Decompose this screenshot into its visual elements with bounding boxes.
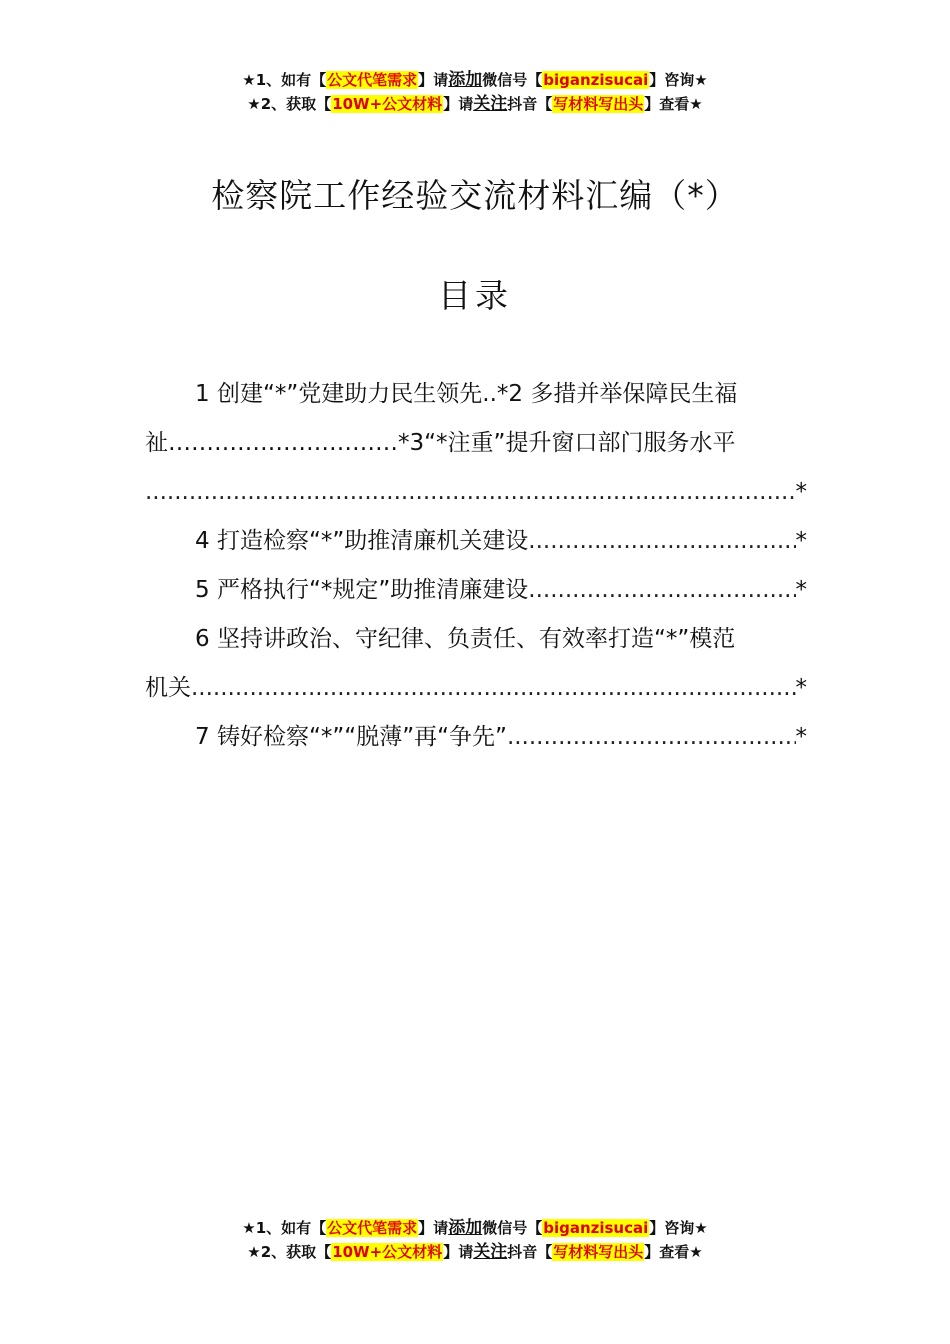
page-number: * bbox=[795, 528, 807, 554]
toc-line[interactable]: 6 坚持讲政治、守纪律、负责任、有效率打造“*”模范 bbox=[195, 626, 736, 652]
highlight-ghostwriting: 公文代笔需求 bbox=[327, 71, 418, 89]
page-number: * bbox=[795, 724, 807, 750]
page-number: * bbox=[795, 479, 807, 505]
toc-line[interactable] bbox=[145, 468, 807, 517]
promo-line-1: ★1、如有【公文代笔需求】请添加微信号【biganzisucai】咨询★ bbox=[242, 70, 708, 90]
toc-line[interactable]: 7 铸好检察“*”“脱薄”再“争先” ..... * bbox=[145, 713, 807, 762]
toc-line[interactable]: 5 严格执行“*规定”助推清廉建设 ..... * bbox=[145, 566, 807, 615]
page-number: * bbox=[795, 675, 807, 701]
dot-leader bbox=[507, 713, 796, 762]
toc-line[interactable]: 1 创建“*”党建助力民生领先..*2 多措并举保障民生福 bbox=[195, 381, 738, 407]
promo-banner-top bbox=[0, 68, 950, 116]
promo-line-2: ★2、获取【10W+公文材料】请关注抖音【写材料写出头】查看★ bbox=[247, 1242, 703, 1262]
promo-line-1: ★1、如有【公文代笔需求】请添加微信号【biganzisucai】咨询★ bbox=[242, 1218, 708, 1238]
highlight-materials: 10W+公文材料 bbox=[332, 95, 443, 113]
highlight-wechat-id: biganzisucai bbox=[543, 1219, 649, 1237]
promo-banner-bottom bbox=[0, 1216, 950, 1264]
dot-leader bbox=[191, 664, 796, 713]
document-title: 检察院工作经验交流材料汇编（*） bbox=[211, 176, 739, 215]
highlight-douyin: 写材料写出头 bbox=[553, 95, 644, 113]
page-number: * bbox=[795, 577, 807, 603]
dot-leader bbox=[528, 566, 795, 615]
toc-line[interactable]: 4 打造检察“*”助推清廉机关建设 ..... * bbox=[145, 517, 807, 566]
highlight-douyin: 写材料写出头 bbox=[553, 1243, 644, 1261]
highlight-materials: 10W+公文材料 bbox=[332, 1243, 443, 1261]
dot-leader bbox=[528, 517, 795, 566]
highlight-ghostwriting: 公文代笔需求 bbox=[327, 1219, 418, 1237]
toc-heading: 目录 bbox=[438, 276, 512, 315]
highlight-wechat-id: biganzisucai bbox=[543, 71, 649, 89]
promo-line-2: ★2、获取【10W+公文材料】请关注抖音【写材料写出头】查看★ bbox=[247, 94, 703, 114]
toc-line[interactable]: 机关 ..... * bbox=[145, 664, 807, 713]
toc-line[interactable]: 祉 ………………………… *3“*注重”提升窗口部门服务水平 bbox=[145, 430, 736, 456]
dot-leader bbox=[145, 468, 796, 517]
table-of-contents bbox=[145, 370, 807, 762]
